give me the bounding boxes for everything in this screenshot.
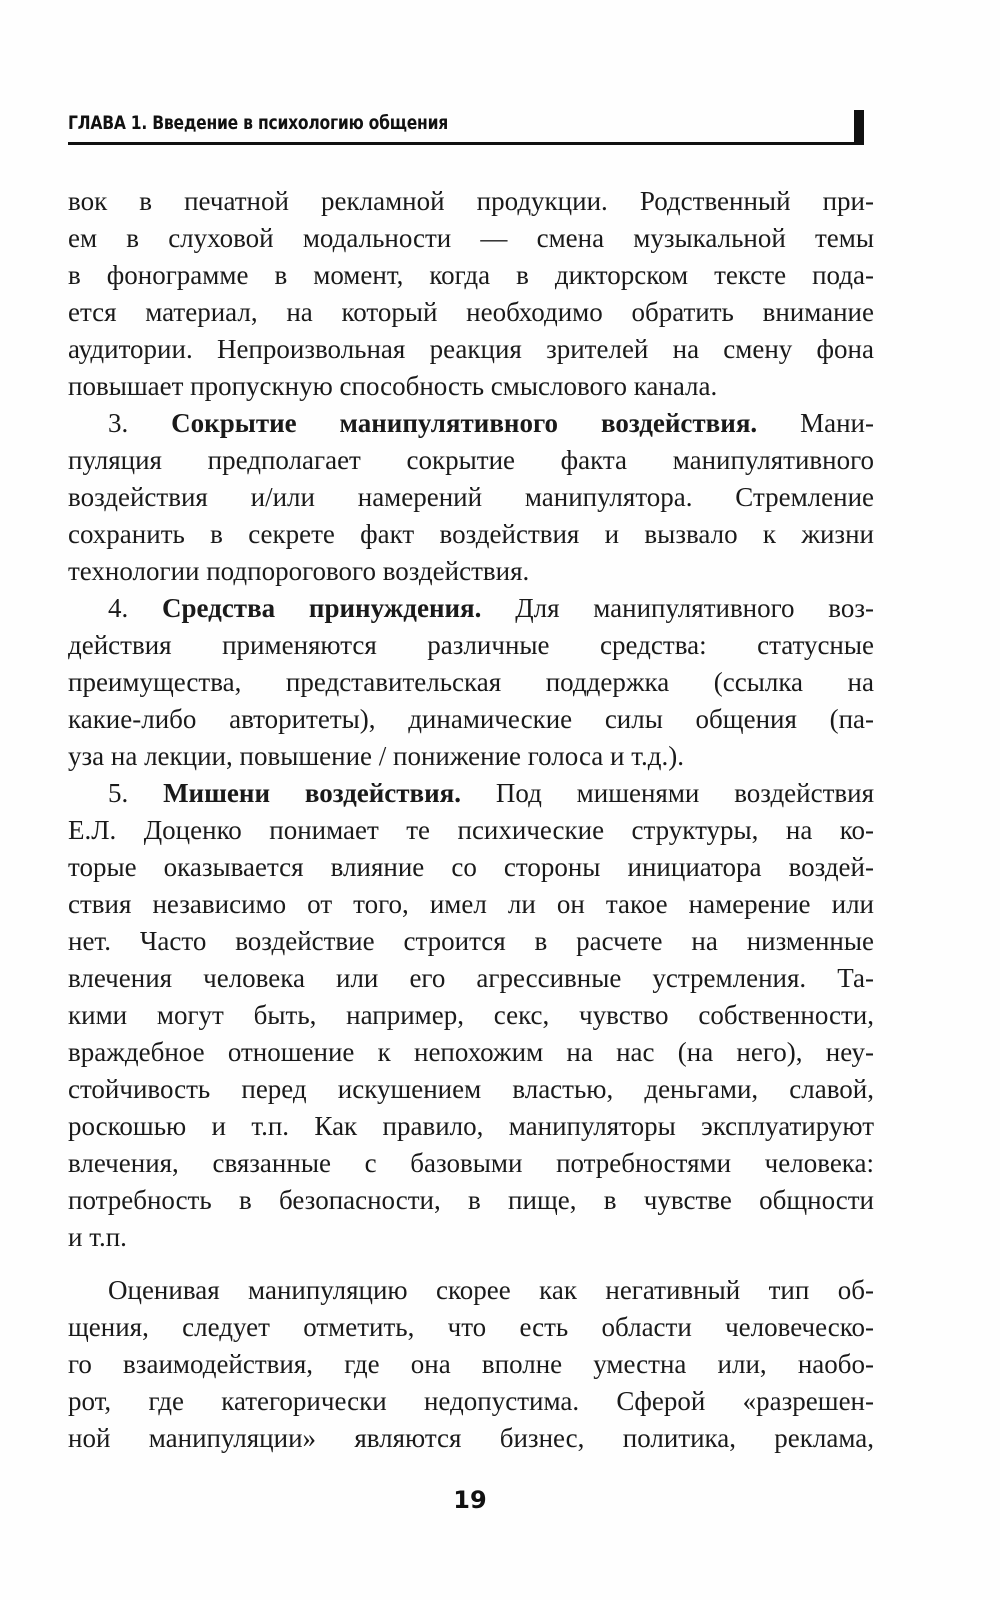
text-line: потребность в безопасности, в пище, в чувстве общности xyxy=(68,1185,874,1215)
text-line: вок в печатной рекламной продукции. Родственный при- xyxy=(68,186,874,216)
text-line: в фонограмме в момент, когда в дикторском тексте пода- xyxy=(68,260,874,290)
text-fragment: Для манипулятивного воз- xyxy=(515,593,875,623)
body-text xyxy=(68,183,874,1457)
text-line: нет. Часто воздействие строится в расчете на низменные xyxy=(68,926,874,956)
text-line: уза на лекции, повышение / понижение голоса и т.д.). xyxy=(68,741,684,771)
text-line: Е.Л. Доценко понимает те психические структуры, на ко- xyxy=(68,815,874,845)
text-line: ется материал, на который необходимо обратить внимание xyxy=(68,297,874,327)
text-line: го взаимодействия, где она вполне уместна или, наобо- xyxy=(68,1349,874,1379)
text-line: ем в слуховой модальности — смена музыкальной темы xyxy=(68,223,874,253)
text-line: щения, следует отметить, что есть области человеческо- xyxy=(68,1312,874,1342)
text-line: торые оказывается влияние со стороны инициатора воздей- xyxy=(68,852,874,882)
text-line: аудитории. Непроизвольная реакция зрителей на смену фона xyxy=(68,334,874,364)
list-item-5-heading-line xyxy=(68,775,874,812)
text-line: влечения человека или его агрессивные устремления. Та- xyxy=(68,963,874,993)
text-line: Оценивая манипуляцию скорее как негативный тип об- xyxy=(108,1275,874,1305)
list-number: 4. xyxy=(108,593,129,623)
chapter-title: ГЛАВА 1. Введение в психологию общения xyxy=(68,112,448,134)
list-number: 5. xyxy=(108,778,129,808)
list-item-heading: Сокрытие манипулятивного воздействия. xyxy=(171,408,758,438)
list-item-heading: Мишени воздействия. xyxy=(163,778,462,808)
running-header xyxy=(68,108,864,146)
text-line: и т.п. xyxy=(68,1222,127,1252)
text-line: враждебное отношение к непохожим на нас (на него), неу- xyxy=(68,1037,874,1067)
text-line: стойчивость перед искушением властью, деньгами, славой, xyxy=(68,1074,874,1104)
text-fragment: Мани- xyxy=(800,408,874,438)
header-rule xyxy=(68,142,864,145)
text-line: сохранить в секрете факт воздействия и вызвало к жизни xyxy=(68,519,874,549)
text-line: роскошью и т.п. Как правило, манипуляторы эксплуатируют xyxy=(68,1111,874,1141)
list-item-3-heading-line xyxy=(68,405,874,442)
header-marker-bar xyxy=(854,110,864,145)
text-line: преимущества, представительская поддержка (ссылка на xyxy=(68,667,874,697)
text-line: кими могут быть, например, секс, чувство собственности, xyxy=(68,1000,874,1030)
text-line: влечения, связанные с базовыми потребностями человека: xyxy=(68,1148,874,1178)
list-number: 3. xyxy=(108,408,129,438)
page-number: 19 xyxy=(453,1486,487,1514)
list-item-4-heading-line xyxy=(68,590,874,627)
text-line: ной манипуляции» являются бизнес, политика, реклама, xyxy=(68,1423,874,1453)
text-fragment: Под мишенями воздействия xyxy=(495,778,875,808)
text-line: пуляция предполагает сокрытие факта манипулятивного xyxy=(68,445,874,475)
text-line: рот, где категорически недопустима. Сферой «разрешен- xyxy=(68,1386,874,1416)
text-line: воздействия и/или намерений манипулятора. Стремление xyxy=(68,482,874,512)
text-line: какие-либо авторитеты), динамические силы общения (па- xyxy=(68,704,874,734)
text-line: повышает пропускную способность смыслового канала. xyxy=(68,371,718,401)
text-line: ствия независимо от того, имел ли он такое намерение или xyxy=(68,889,874,919)
text-line: технологии подпорогового воздействия. xyxy=(68,556,530,586)
list-item-heading: Средства принуждения. xyxy=(162,593,482,623)
text-line: действия применяются различные средства: статусные xyxy=(68,630,874,660)
paragraph-gap xyxy=(68,1256,874,1272)
